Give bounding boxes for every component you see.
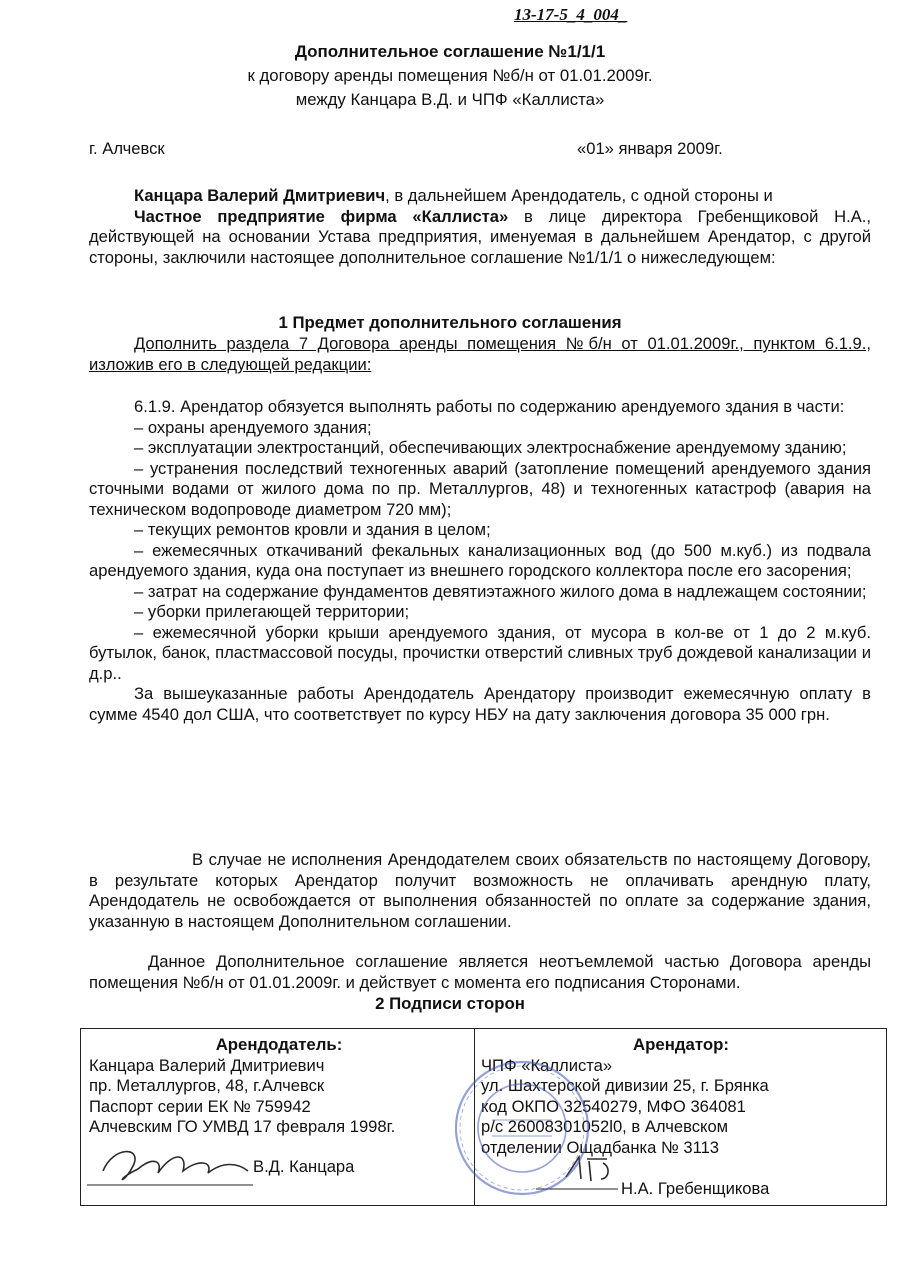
final-paragraph: Данное Дополнительное соглашение является неотъемлемой частью Договора аренды помещения №б/н от 01.01.2009г. и действует с момента его подписания Сторонами. <box>89 952 871 992</box>
place: г. Алчевск <box>89 139 165 158</box>
list-item: – текущих ремонтов кровли и здания в целом; <box>134 520 491 539</box>
tenant-signature-name: Н.А. Гребенщикова <box>621 1179 770 1198</box>
date: «01» января 2009г. <box>577 139 723 158</box>
tenant-heading: Арендатор: <box>633 1035 729 1054</box>
landlord-line: Паспорт серии ЕК № 759942 <box>89 1096 311 1116</box>
landlord-signature <box>83 1141 258 1191</box>
intro-tenant <box>89 207 871 269</box>
section1-title: 1 Предмет дополнительного соглашения <box>278 313 622 332</box>
list-item: – уборки прилегающей территории; <box>134 602 410 621</box>
intro-tenant-text: в лице директора Гребенщиковой Н.А., действующей на основании Устава предприятия, именуемая в дальнейшем Арендатор, с другой стороны, заключили настоящее дополнительное соглашение №1/1/1 о нижеследующем: <box>89 206 871 267</box>
tenant-line: ул. Шахтерской дивизии 25, г. Брянка <box>481 1076 769 1095</box>
tenant-line: отделении Ощадбанка № 3113 <box>481 1137 720 1157</box>
section2-title: 2 Подписи сторон <box>375 994 525 1013</box>
list-item: 6.1.9. Арендатор обязуется выполнять работы по содержанию арендуемого здания в части: <box>134 397 845 416</box>
list-item: – ежемесячных откачиваний фекальных канализационных вод (до 500 м.куб.) из подвала арендуемого здания, куда она поступает из внешнего городского коллектора после его засорения; <box>89 540 871 580</box>
document-id: 13-17-5_4_004_ <box>514 5 628 24</box>
landlord-line: пр. Металлургов, 48, г.Алчевск <box>89 1076 325 1095</box>
intro-landlord-text: , в дальнейшем Арендодатель, с одной стороны и <box>385 186 773 205</box>
landlord-heading: Арендодатель: <box>215 1035 343 1054</box>
tenant-line: р/с 26008301052l0, в Алчевском <box>481 1117 729 1136</box>
intro-landlord <box>89 186 871 207</box>
tenant-line: ЧПФ «Каллиста» <box>481 1055 613 1075</box>
landlord-line: Канцара Валерий Дмитриевич <box>89 1055 325 1075</box>
list-item: – эксплуатации электростанций, обеспечивающих электроснабжение арендуемому зданию; <box>134 438 847 457</box>
tenant-line: код ОКПО 32540279, МФО 364081 <box>481 1096 746 1116</box>
document-subtitle-contract: к договору аренды помещения №б/н от 01.01.2009г. <box>247 66 653 85</box>
landlord-signature-name: В.Д. Канцара <box>253 1157 355 1176</box>
list-item: – ежемесячной уборки крыши арендуемого здания, от мусора в кол-ве от 1 до 2 м.куб. бутылок, банок, пластмассовой посуды, прочистки отверстий сливных труб дождевой канализации и д.р.. <box>89 622 871 683</box>
section1-lead: Дополнить раздела 7 Договора аренды помещения №б/н от 01.01.2009г., пунктом 6.1.9., изложив его в следующей редакции: <box>89 334 871 374</box>
list-item: – затрат на содержание фундаментов девятиэтажного жилого дома в надлежащем состоянии; <box>134 581 867 601</box>
list-item: – охраны арендуемого здания; <box>134 417 372 437</box>
section1-items <box>89 397 871 725</box>
tenant-name: Частное предприятие фирма «Каллиста» <box>134 206 509 226</box>
company-stamp-icon <box>452 1058 592 1198</box>
document-subtitle-parties: между Канцара В.Д. и ЧПФ «Каллиста» <box>295 90 605 109</box>
payment-paragraph: За вышеуказанные работы Арендодатель Арендатору производит ежемесячную оплату в сумме 4540 дол США, что соответствует по курсу НБУ на дату заключения договора 35 000 грн. <box>89 684 871 724</box>
landlord-line: Алчевским ГО УМВД 17 февраля 1998г. <box>89 1117 396 1136</box>
clause-paragraph: В случае не исполнения Арендодателем своих обязательств по настоящему Договору, в результате которых Арендатор получит возможность не оплачивать арендную плату, Арендодатель не освобождается от выполнения обязанностей по оплате за содержание здания, указанную в настоящем Дополнительном соглашении. <box>89 850 871 931</box>
landlord-name: Канцара Валерий Дмитриевич <box>134 186 386 205</box>
document-header <box>0 40 900 112</box>
document-title: Дополнительное соглашение №1/1/1 <box>294 42 606 61</box>
intro-paragraph <box>89 186 871 268</box>
landlord-column <box>89 1035 469 1138</box>
list-item: – устранения последствий техногенных аварий (затопление помещений арендуемого здания сточными водами от жилого дома по пр. Металлургов, 48) и техногенных катастроф (авария на техническом водопроводе диаметром 720 мм); <box>89 458 871 519</box>
